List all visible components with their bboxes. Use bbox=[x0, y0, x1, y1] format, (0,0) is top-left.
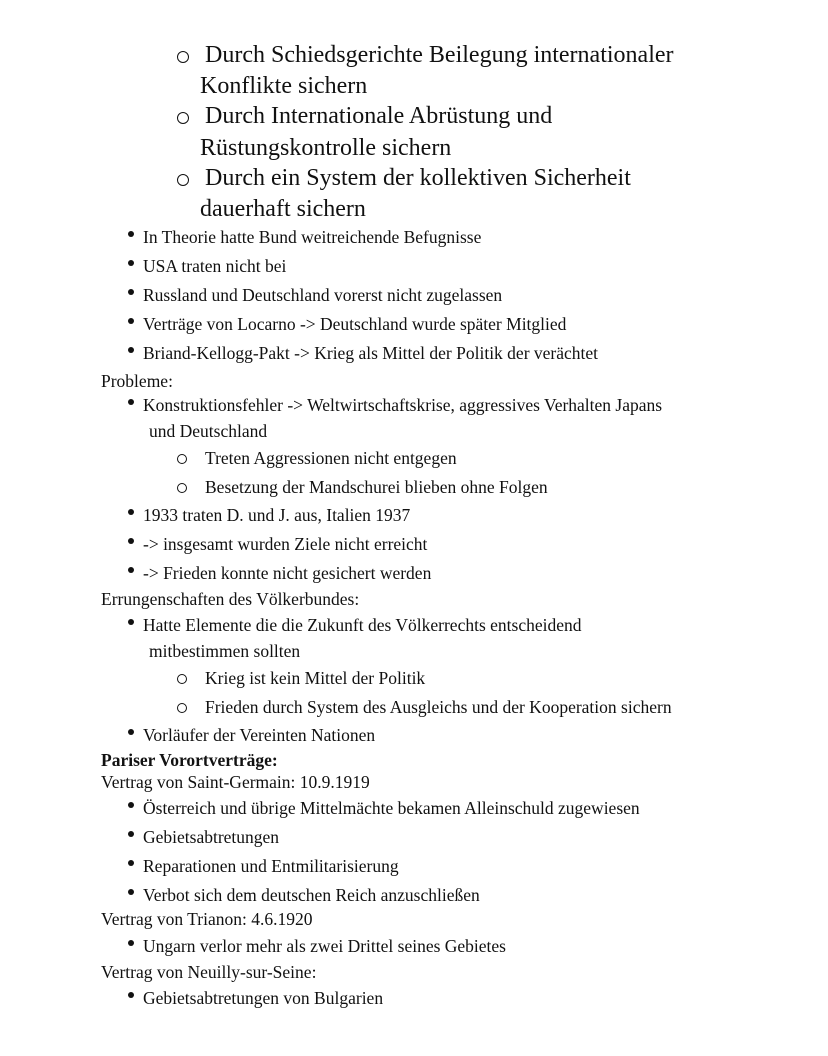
list-item: Hatte Elemente die die Zukunft des Völkerrechts entscheidend bbox=[143, 615, 582, 635]
sub-item: Durch ein System der kollektiven Sicherheit bbox=[205, 165, 631, 191]
bullet-icon bbox=[128, 509, 134, 515]
bullet-icon bbox=[128, 860, 134, 866]
bullet-icon bbox=[128, 347, 134, 353]
bullet-icon bbox=[128, 619, 134, 625]
list-item: Treten Aggressionen nicht entgegen bbox=[205, 448, 457, 468]
bullet-icon bbox=[128, 318, 134, 324]
circle-bullet-icon bbox=[177, 174, 189, 186]
list-item: 1933 traten D. und J. aus, Italien 1937 bbox=[143, 505, 411, 525]
circle-bullet-icon bbox=[177, 112, 189, 124]
list-item: Besetzung der Mandschurei blieben ohne Folgen bbox=[205, 477, 548, 497]
bullet-icon bbox=[128, 260, 134, 266]
list-item: Reparationen und Entmilitarisierung bbox=[143, 856, 399, 876]
bullet-icon bbox=[128, 940, 134, 946]
circle-bullet-icon bbox=[177, 454, 187, 464]
treaty-title: Vertrag von Neuilly-sur-Seine: bbox=[101, 962, 317, 982]
list-item: Konstruktionsfehler -> Weltwirtschaftskrise, aggressives Verhalten Japans bbox=[143, 395, 663, 415]
list-item: In Theorie hatte Bund weitreichende Befugnisse bbox=[143, 227, 482, 247]
list-item: Verbot sich dem deutschen Reich anzuschließen bbox=[143, 885, 480, 905]
bullet-icon bbox=[128, 231, 134, 237]
list-item: Gebietsabtretungen von Bulgarien bbox=[143, 988, 384, 1008]
list-item: Russland und Deutschland vorerst nicht zugelassen bbox=[143, 285, 503, 305]
circle-bullet-icon bbox=[177, 51, 189, 63]
bullet-icon bbox=[128, 729, 134, 735]
list-item: USA traten nicht bei bbox=[143, 256, 287, 276]
treaty-title: Vertrag von Trianon: 4.6.1920 bbox=[101, 909, 313, 929]
list-item: Krieg ist kein Mittel der Politik bbox=[205, 668, 426, 688]
section-heading: Errungenschaften des Völkerbundes: bbox=[101, 589, 360, 609]
list-item: Gebietsabtretungen bbox=[143, 827, 280, 847]
sub-item-continuation: Rüstungskontrolle sichern bbox=[200, 135, 452, 161]
bullet-icon bbox=[128, 992, 134, 998]
sub-item-continuation: Konflikte sichern bbox=[200, 73, 368, 99]
list-item-continuation: mitbestimmen sollten bbox=[149, 641, 301, 661]
section-heading: Probleme: bbox=[101, 371, 173, 391]
list-item: Frieden durch System des Ausgleichs und der Kooperation sichern bbox=[205, 697, 672, 717]
bullet-icon bbox=[128, 567, 134, 573]
list-item: -> insgesamt wurden Ziele nicht erreicht bbox=[143, 534, 428, 554]
sub-item: Durch Internationale Abrüstung und bbox=[205, 103, 553, 129]
sub-item-continuation: dauerhaft sichern bbox=[200, 196, 366, 222]
list-item: Österreich und übrige Mittelmächte bekamen Alleinschuld zugewiesen bbox=[143, 798, 640, 818]
bullet-icon bbox=[128, 889, 134, 895]
bullet-icon bbox=[128, 831, 134, 837]
list-item: Ungarn verlor mehr als zwei Drittel seines Gebietes bbox=[143, 936, 506, 956]
circle-bullet-icon bbox=[177, 674, 187, 684]
list-item: -> Frieden konnte nicht gesichert werden bbox=[143, 563, 432, 583]
section-heading-bold: Pariser Vorortverträge: bbox=[101, 750, 278, 770]
circle-bullet-icon bbox=[177, 483, 187, 493]
list-item: Briand-Kellogg-Pakt -> Krieg als Mittel der Politik der verächtet bbox=[143, 343, 599, 363]
bullet-icon bbox=[128, 399, 134, 405]
circle-bullet-icon bbox=[177, 703, 187, 713]
sub-item: Durch Schiedsgerichte Beilegung internationaler bbox=[205, 42, 674, 68]
list-item: Verträge von Locarno -> Deutschland wurde später Mitglied bbox=[143, 314, 567, 334]
bullet-icon bbox=[128, 538, 134, 544]
treaty-title: Vertrag von Saint-Germain: 10.9.1919 bbox=[101, 772, 370, 792]
list-item-continuation: und Deutschland bbox=[149, 421, 268, 441]
bullet-icon bbox=[128, 289, 134, 295]
bullet-icon bbox=[128, 802, 134, 808]
list-item: Vorläufer der Vereinten Nationen bbox=[143, 725, 376, 745]
